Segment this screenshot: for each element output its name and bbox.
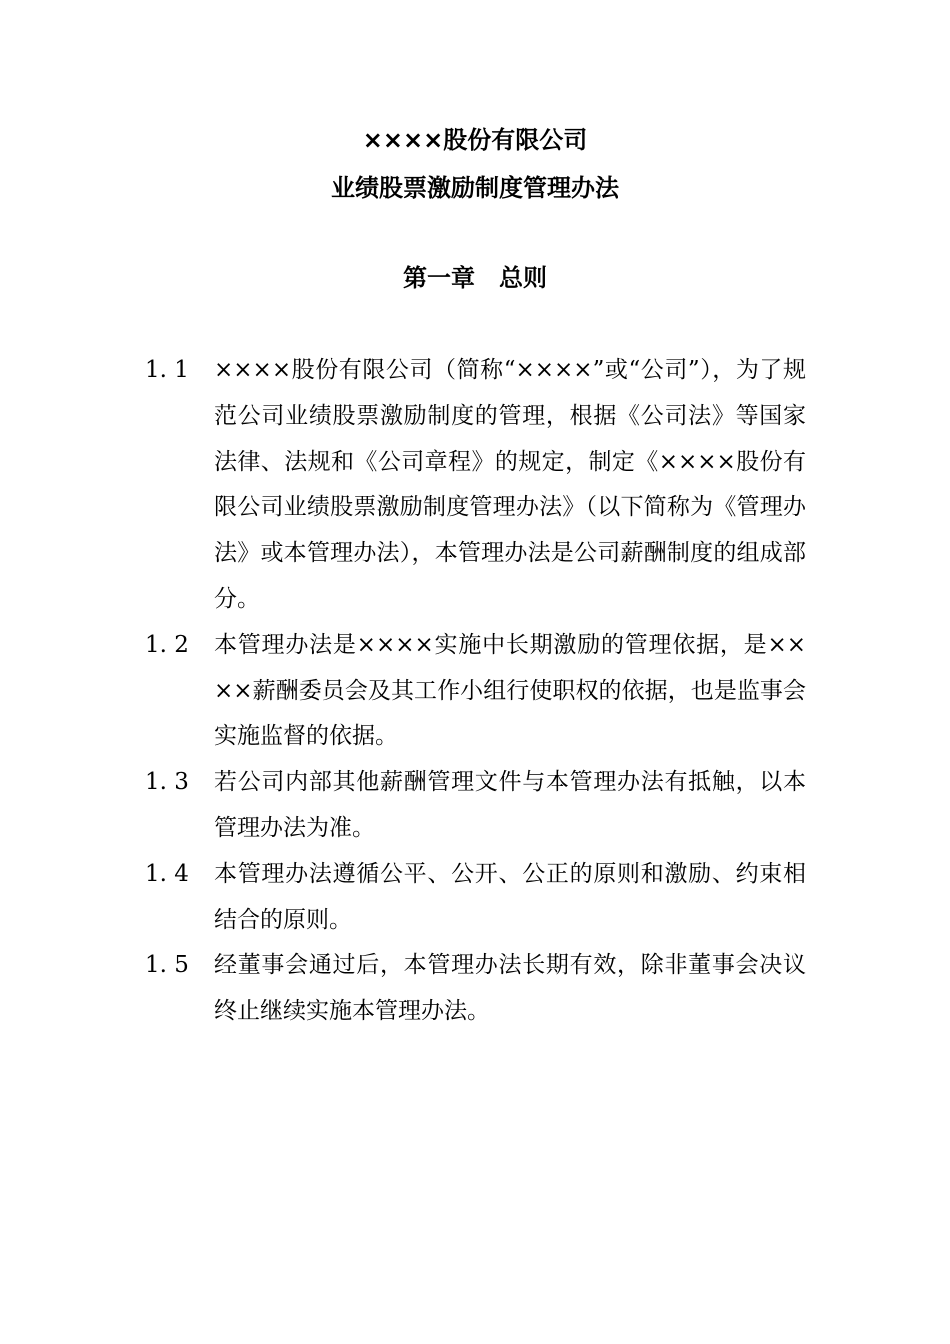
clause-1-3 — [0, 760, 950, 852]
company-title: ××××股份有限公司 — [362, 126, 588, 154]
chapter-heading: 第一章 总则 — [403, 264, 547, 292]
clause-number: 1. 5 — [145, 952, 189, 979]
clause-text: 若公司内部其他薪酬管理文件与本管理办法有抵触，以本管理办法为准。 — [214, 769, 806, 841]
clause-number: 1. 4 — [145, 860, 189, 887]
clause-text: 本管理办法遵循公平、公开、公正的原则和激励、约束相结合的原则。 — [214, 860, 806, 933]
clause-text: 本管理办法是××××实施中长期激励的管理依据，是××××薪酬委员会及其工作小组行使职权的依据，也是监事会实施监督的依据。 — [214, 631, 806, 750]
clause-number: 1. 3 — [145, 769, 189, 796]
clause-1-1 — [0, 348, 950, 623]
clause-1-4 — [0, 852, 950, 944]
clause-text: 经董事会通过后，本管理办法长期有效，除非董事会决议终止继续实施本管理办法。 — [214, 952, 806, 1025]
clause-text: ××××股份有限公司（简称“××××”或“公司”），为了规范公司业绩股票激励制度的管理，根据《公司法》等国家法律、法规和《公司章程》的规定，制定《××××股份有限公司业绩股票激励制度管理办法》（以下简称为《管理办法》或本管理办法），本管理办法是公司薪酬制度的组成部分。 — [214, 357, 806, 612]
document-title: 业绩股票激励制度管理办法 — [331, 174, 619, 202]
clause-list — [0, 348, 950, 1035]
clause-1-5 — [0, 943, 950, 1035]
clause-1-2 — [0, 623, 950, 760]
clause-number: 1. 2 — [145, 631, 189, 658]
clause-number: 1. 1 — [145, 357, 189, 383]
